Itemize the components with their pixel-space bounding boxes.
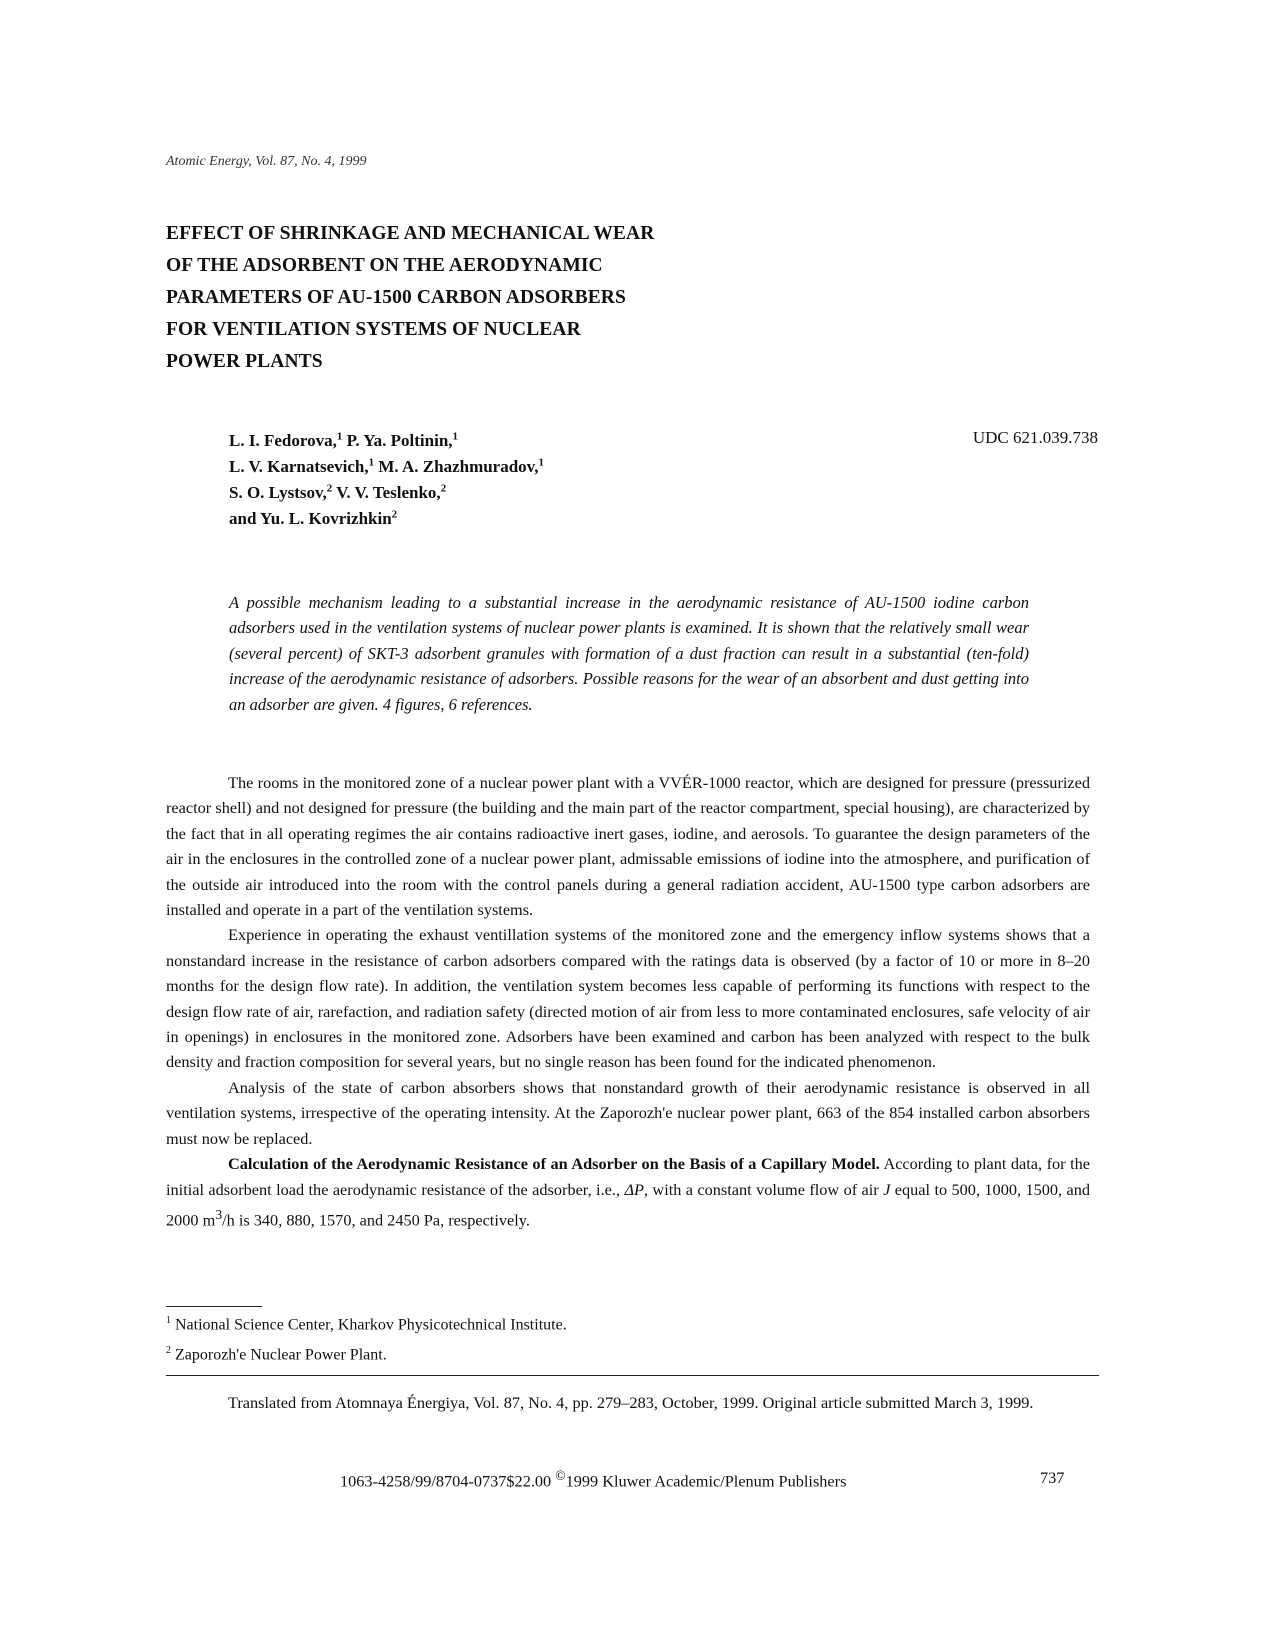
- translation-note: Translated from Atomnaya Énergiya, Vol. 87, No. 4, pp. 279–283, October, 1999. Original article submitted March 3, 1999.: [228, 1393, 1034, 1412]
- body-text: , with a constant volume flow of air: [643, 1179, 884, 1199]
- footnote: [166, 1308, 567, 1338]
- affiliation-mark: 2: [440, 482, 447, 495]
- footnotes: [166, 1308, 567, 1369]
- abstract: A possible mechanism leading to a substantial increase in the aerodynamic resistance of AU-1500 iodine carbon adsorbers used in the ventilation systems of nuclear power plants is examined. It is shown that the relatively small wear (several percent) of SKT-3 adsorbent granules with formation of a dust fraction can result in a substantial (ten-fold) increase of the aerodynamic resistance of adsorbers. Possible reasons for the wear of an absorbent and dust getting into an adsorber are given. 4 figures, 6 references.: [229, 593, 1029, 714]
- body-paragraph: [166, 1151, 1090, 1233]
- page-number: 737: [1040, 1468, 1065, 1487]
- footnote: [166, 1338, 567, 1368]
- udc-code: UDC 621.039.738: [972, 428, 1098, 447]
- title-line: EFFECT OF SHRINKAGE AND MECHANICAL WEAR: [166, 223, 655, 244]
- title-line: PARAMETERS OF AU-1500 CARBON ADSORBERS: [166, 287, 626, 308]
- affiliation-mark: 1: [368, 456, 375, 469]
- author-name: L. I. Fedorova,: [229, 431, 337, 450]
- author-line: [229, 480, 544, 506]
- footnote-mark: 2: [166, 1345, 171, 1357]
- affiliation-mark: 1: [452, 430, 459, 443]
- body-text: equal to 500, 1000, 1500, and 2000 m: [166, 1179, 1091, 1230]
- footnote-mark: 1: [166, 1315, 171, 1326]
- author-name: P. Ya. Poltinin,: [346, 431, 453, 450]
- author-name: M. A. Zhazhmuradov,: [378, 457, 539, 476]
- copyright-symbol: ©: [555, 1468, 566, 1483]
- article-body: [166, 770, 1090, 1233]
- affiliation-mark: 1: [336, 430, 343, 443]
- title-line: FOR VENTILATION SYSTEMS OF NUCLEAR: [166, 319, 581, 340]
- author-line: [229, 454, 544, 480]
- issn-code: 1063-4258/99/8704-0737$22.00: [340, 1471, 556, 1491]
- symbol-delta-p: ΔP: [624, 1179, 644, 1199]
- body-text: According to plant data, for the initial adsorbent load the aerodynamic resistance of the adsorber, i.e.,: [166, 1154, 1090, 1199]
- article-title: [166, 218, 726, 378]
- symbol-j: J: [883, 1179, 891, 1199]
- title-line: OF THE ADSORBENT ON THE AERODYNAMIC: [166, 255, 603, 276]
- footnote-divider: [166, 1306, 262, 1307]
- section-heading: Calculation of the Aerodynamic Resistance of an Adsorber on the Basis of a Capillary Model.: [228, 1154, 880, 1174]
- affiliation-mark: 1: [538, 456, 544, 469]
- author-name: V. V. Teslenko,: [336, 483, 441, 502]
- journal-reference: Atomic Energy, Vol. 87, No. 4, 1999: [166, 154, 367, 169]
- author-name: S. O. Lystsov,: [229, 483, 327, 502]
- author-line: [229, 506, 544, 532]
- body-text: /h is 340, 880, 1570, and 2450 Pa, respectively.: [222, 1210, 530, 1230]
- footnote-text: National Science Center, Kharkov Physicotechnical Institute.: [171, 1316, 567, 1334]
- affiliation-mark: 2: [391, 508, 398, 521]
- author-name: L. V. Karnatsevich,: [229, 457, 369, 476]
- publisher: 1999 Kluwer Academic/Plenum Publishers: [565, 1471, 847, 1491]
- body-paragraph: Experience in operating the exhaust ventillation systems of the monitored zone and the emergency inflow systems shows that a nonstandard increase in the resistance of carbon adsorbers compared with the ratings data is observed (by a factor of 10 or more in 8–20 months for the design flow rate). In addition, the ventilation system becomes less capable of performing its functions with respect to the design flow rate of air, rarefaction, and radiation safety (directed motion of air from less to more contaminated enclosures, safe velocity of air in openings) in enclosures in the monitored zone. Adsorbers have been examined and carbon has been analyzed with respect to the bulk density and fraction composition for several years, but no single reason has been found for the indicated phenomenon.: [166, 925, 1090, 1072]
- author-list: [229, 428, 544, 532]
- separator-line: [166, 1375, 1099, 1376]
- body-paragraph: Analysis of the state of carbon absorbers shows that nonstandard growth of their aerodynamic resistance is observed in all ventilation systems, irrespective of the operating intensity. At the Zaporozh'e nuclear power plant, 663 of the 854 installed carbon absorbers must now be replaced.: [166, 1077, 1090, 1148]
- author-name: and Yu. L. Kovrizhkin: [229, 509, 392, 528]
- superscript: 3: [215, 1206, 223, 1222]
- body-paragraph: The rooms in the monitored zone of a nuclear power plant with a VVÉR-1000 reactor, which are designed for pressure (pressurized reactor shell) and not designed for pressure (the building and the main part of the reactor compartment, special housing), are characterized by the fact that in all operating regimes the air contains radioactive inert gases, iodine, and aerosols. To guarantee the design parameters of the air in the enclosures in the controlled zone of a nuclear power plant, admissable emissions of iodine into the atmosphere, and purification of the outside air introduced into the room with the control panels during a general radiation accident, AU-1500 type carbon adsorbers are installed and operate in a part of the ventilation systems.: [166, 773, 1090, 920]
- copyright-line: [340, 1468, 846, 1491]
- title-line: POWER PLANTS: [166, 351, 323, 372]
- affiliation-mark: 2: [326, 482, 333, 495]
- footnote-text: Zaporozh'e Nuclear Power Plant.: [171, 1346, 387, 1364]
- author-line: [229, 428, 544, 454]
